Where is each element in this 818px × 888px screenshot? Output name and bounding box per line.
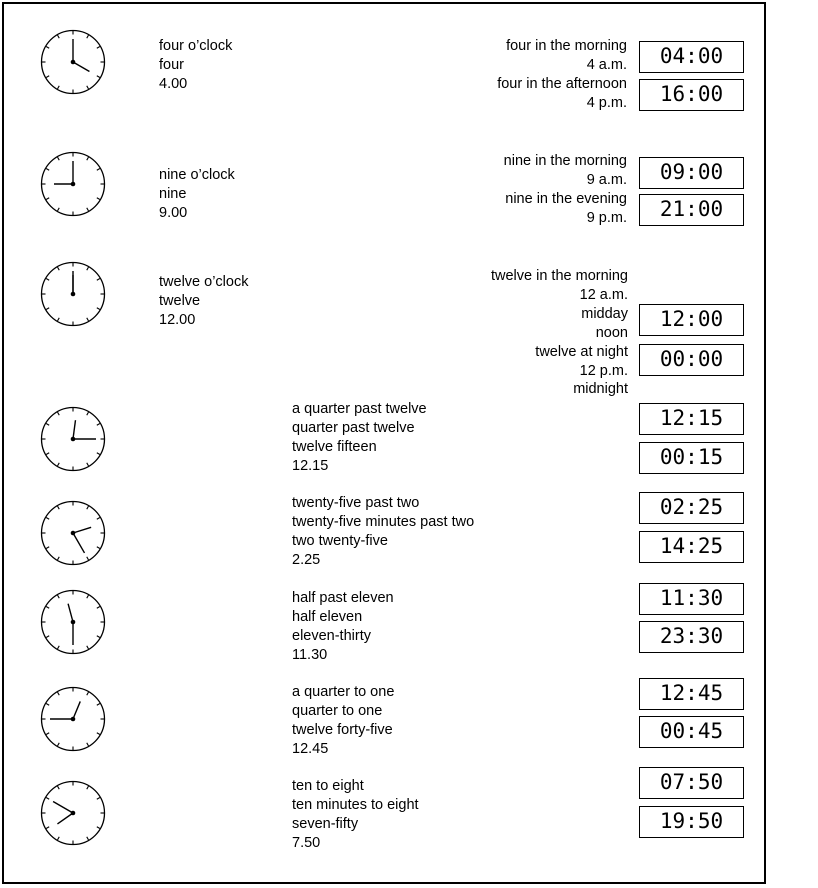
clock-center bbox=[71, 620, 76, 625]
minute-hand bbox=[73, 533, 85, 553]
clock-center bbox=[71, 60, 76, 65]
hour-hand bbox=[73, 420, 75, 439]
analog-clock bbox=[40, 589, 106, 655]
text-line: 12.00 bbox=[159, 311, 196, 328]
digital-time: 02:25 bbox=[639, 492, 744, 524]
digital-time: 09:00 bbox=[639, 157, 744, 189]
clock-tick bbox=[87, 157, 89, 160]
text-line: nine in the morning bbox=[503, 153, 627, 169]
clock-tick bbox=[58, 837, 60, 840]
clock-tick bbox=[46, 704, 49, 706]
clock-tick bbox=[46, 636, 49, 638]
text-line: ten to eight bbox=[292, 778, 364, 794]
text-line: 2.25 bbox=[292, 551, 321, 568]
clock-tick bbox=[87, 506, 89, 509]
clock-tick bbox=[87, 463, 89, 466]
clock-tick bbox=[97, 308, 100, 310]
text-line: seven-fifty bbox=[292, 815, 359, 832]
clock-center bbox=[71, 292, 76, 297]
time-words-left bbox=[292, 494, 474, 570]
clock-tick bbox=[46, 169, 49, 171]
text-line: four o’clock bbox=[159, 38, 233, 54]
text-line: four in the morning bbox=[506, 38, 627, 54]
clock-tick bbox=[58, 557, 60, 560]
clock-center bbox=[71, 811, 76, 816]
clock-tick bbox=[46, 279, 49, 281]
clock-tick bbox=[87, 837, 89, 840]
digital-time: 12:45 bbox=[639, 678, 744, 710]
clock-tick bbox=[58, 786, 60, 789]
digital-time: 04:00 bbox=[639, 41, 744, 73]
clock-tick bbox=[87, 692, 89, 695]
text-line: 4 p.m. bbox=[586, 94, 627, 111]
clock-tick bbox=[46, 827, 49, 829]
clock-tick bbox=[87, 208, 89, 211]
text-line: 4.00 bbox=[159, 75, 188, 92]
clock-tick bbox=[97, 279, 100, 281]
clock-tick bbox=[46, 453, 49, 455]
clock-tick bbox=[87, 318, 89, 321]
clock-tick bbox=[87, 35, 89, 38]
clock-tick bbox=[58, 35, 60, 38]
time-words-left bbox=[292, 400, 427, 476]
clock-center bbox=[71, 531, 76, 536]
digital-time: 12:00 bbox=[639, 304, 744, 336]
clock-tick bbox=[46, 547, 49, 549]
clock-tick bbox=[97, 607, 100, 609]
clock-tick bbox=[46, 607, 49, 609]
clock-tick bbox=[87, 786, 89, 789]
minute-hand bbox=[53, 802, 73, 814]
text-line: two twenty-five bbox=[292, 532, 388, 549]
text-line: quarter to one bbox=[292, 702, 383, 719]
clock-tick bbox=[58, 646, 60, 649]
digital-time: 21:00 bbox=[639, 194, 744, 226]
clock-tick bbox=[58, 157, 60, 160]
clock-tick bbox=[97, 798, 100, 800]
text-line: a quarter to one bbox=[292, 684, 395, 700]
analog-clock bbox=[40, 686, 106, 752]
text-line: half eleven bbox=[292, 608, 363, 625]
text-line: twelve fifteen bbox=[292, 438, 377, 455]
hour-hand bbox=[73, 527, 91, 533]
analog-clock bbox=[40, 151, 106, 217]
digital-time: 14:25 bbox=[639, 531, 744, 563]
digital-time: 00:15 bbox=[639, 442, 744, 474]
clock-tick bbox=[97, 827, 100, 829]
text-line: twenty-five minutes past two bbox=[292, 513, 475, 530]
digital-time: 19:50 bbox=[639, 806, 744, 838]
clock-tick bbox=[46, 733, 49, 735]
clock-tick bbox=[97, 704, 100, 706]
clock-center bbox=[71, 717, 76, 722]
digital-time: 07:50 bbox=[639, 767, 744, 799]
clock-tick bbox=[58, 267, 60, 270]
clock-tick bbox=[97, 424, 100, 426]
clock-tick bbox=[46, 198, 49, 200]
clock-tick bbox=[46, 308, 49, 310]
text-line: twelve at night bbox=[535, 343, 628, 360]
clock-tick bbox=[58, 208, 60, 211]
clock-tick bbox=[97, 733, 100, 735]
text-line: four bbox=[159, 56, 184, 73]
digital-time: 12:15 bbox=[639, 403, 744, 435]
analog-clock bbox=[40, 500, 106, 566]
clock-tick bbox=[97, 636, 100, 638]
digital-time: 11:30 bbox=[639, 583, 744, 615]
clock-tick bbox=[97, 47, 100, 49]
clock-tick bbox=[97, 547, 100, 549]
clock-tick bbox=[87, 595, 89, 598]
text-line: quarter past twelve bbox=[292, 419, 415, 436]
text-line: midnight bbox=[573, 381, 628, 398]
digital-time: 00:00 bbox=[639, 344, 744, 376]
text-line: 12 p.m. bbox=[579, 362, 628, 379]
analog-clock bbox=[40, 29, 106, 95]
text-line: 9 p.m. bbox=[586, 209, 627, 226]
time-words-left bbox=[159, 166, 235, 223]
text-line: 4 a.m. bbox=[586, 56, 627, 73]
clock-tick bbox=[97, 169, 100, 171]
clock-center bbox=[71, 437, 76, 442]
analog-clock bbox=[40, 780, 106, 846]
digital-time: 16:00 bbox=[639, 79, 744, 111]
time-words-left bbox=[159, 37, 232, 94]
clock-tick bbox=[46, 76, 49, 78]
clock-tick bbox=[97, 76, 100, 78]
analog-clock bbox=[40, 261, 106, 327]
text-line: 7.50 bbox=[292, 834, 321, 851]
time-words-left bbox=[292, 683, 394, 759]
hour-hand bbox=[73, 62, 89, 72]
clock-tick bbox=[87, 557, 89, 560]
clock-tick bbox=[87, 267, 89, 270]
text-line: twelve forty-five bbox=[292, 721, 393, 738]
clock-tick bbox=[46, 47, 49, 49]
clock-tick bbox=[58, 506, 60, 509]
text-line: twelve in the morning bbox=[490, 268, 628, 284]
time-words-left bbox=[159, 273, 248, 330]
time-words-left bbox=[292, 777, 419, 853]
clock-tick bbox=[87, 743, 89, 746]
text-line: noon bbox=[595, 324, 628, 341]
clock-tick bbox=[87, 412, 89, 415]
clock-tick bbox=[46, 798, 49, 800]
clock-tick bbox=[58, 595, 60, 598]
clock-tick bbox=[87, 86, 89, 89]
text-line: twelve bbox=[159, 292, 201, 309]
text-line: 12 a.m. bbox=[579, 286, 628, 303]
text-line: a quarter past twelve bbox=[292, 401, 427, 417]
clock-tick bbox=[58, 743, 60, 746]
text-line: 12.45 bbox=[292, 740, 329, 757]
clock-tick bbox=[58, 463, 60, 466]
clock-center bbox=[71, 182, 76, 187]
clock-tick bbox=[46, 518, 49, 520]
text-line: nine bbox=[159, 185, 187, 202]
hour-hand bbox=[57, 813, 73, 824]
digital-time: 23:30 bbox=[639, 621, 744, 653]
clock-tick bbox=[87, 646, 89, 649]
clock-tick bbox=[58, 86, 60, 89]
clock-tick bbox=[97, 198, 100, 200]
clock-tick bbox=[46, 424, 49, 426]
text-line: 11.30 bbox=[292, 646, 328, 663]
clock-tick bbox=[97, 518, 100, 520]
clock-tick bbox=[58, 318, 60, 321]
text-line: 12.15 bbox=[292, 457, 329, 474]
hour-hand bbox=[73, 701, 80, 719]
text-line: half past eleven bbox=[292, 590, 394, 606]
text-line: nine o’clock bbox=[159, 167, 235, 183]
text-line: four in the afternoon bbox=[497, 75, 627, 92]
text-line: twenty-five past two bbox=[292, 495, 420, 511]
time-words-right bbox=[497, 37, 627, 113]
text-line: eleven-thirty bbox=[292, 627, 371, 644]
clock-tick bbox=[58, 412, 60, 415]
text-line: ten minutes to eight bbox=[292, 796, 419, 813]
time-words-right bbox=[504, 152, 627, 228]
text-line: 9.00 bbox=[159, 204, 188, 221]
text-line: nine in the evening bbox=[505, 190, 627, 207]
hour-hand bbox=[68, 604, 73, 622]
time-words-right bbox=[491, 267, 628, 399]
text-line: twelve o’clock bbox=[159, 274, 249, 290]
analog-clock bbox=[40, 406, 106, 472]
clock-tick bbox=[58, 692, 60, 695]
text-line: midday bbox=[581, 305, 628, 322]
digital-time: 00:45 bbox=[639, 716, 744, 748]
text-line: 9 a.m. bbox=[586, 171, 627, 188]
time-words-left bbox=[292, 589, 394, 665]
clock-tick bbox=[97, 453, 100, 455]
